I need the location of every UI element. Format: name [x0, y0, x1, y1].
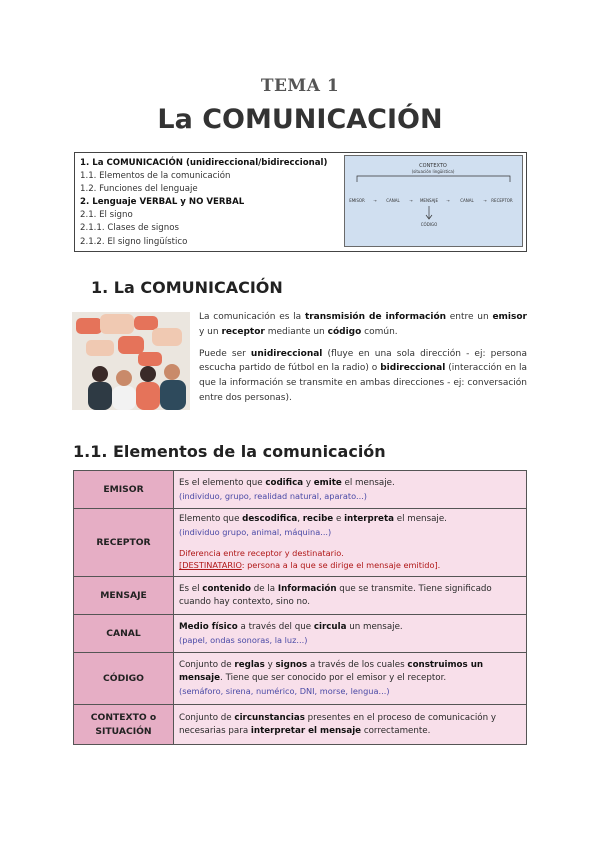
row-description: Elemento que descodifica, recibe e interpreta el mensaje. (individuo grupo, animal, máquina...) Diferencia entre receptor y destinatario. [DESTINATARIO: persona a la que se dirige el mensaje emitido].: [174, 509, 527, 577]
row-description: Es el elemento que codifica y emite el mensaje. (individuo, grupo, realidad natural, aparato...): [174, 471, 527, 509]
section-heading-elements: 1.1. Elementos de la comunicación: [73, 442, 386, 461]
toc-item: 2.1.2. El signo lingüístico: [80, 236, 188, 247]
table-row: [74, 577, 527, 615]
table-row: [74, 509, 527, 577]
elements-table: [73, 470, 527, 745]
row-description: Medio físico a través del que circula un mensaje. (papel, ondas sonoras, la luz...): [174, 615, 527, 653]
row-label: CANAL: [74, 615, 174, 653]
communication-diagram: [344, 155, 523, 247]
diagram-mensaje: MENSAJE: [419, 198, 439, 203]
toc-item: 2. Lenguaje VERBAL y NO VERBAL: [80, 197, 245, 208]
row-label: CONTEXTO o SITUACIÓN: [74, 705, 174, 745]
diagram-codigo: CÓDIGO: [420, 222, 438, 227]
row-description: Conjunto de reglas y signos a través de los cuales construimos un mensaje. Tiene que ser conocido por el emisor y el receptor. (semáforo, sirena, numérico, DNI, morse, lengua...): [174, 653, 527, 705]
diagram-context-sub: (situación lingüística): [411, 169, 455, 174]
people-talking-illustration: [72, 312, 190, 410]
diagram-receptor: RECEPTOR: [491, 198, 513, 203]
row-label: CÓDIGO: [74, 653, 174, 705]
diagram-arrow: →: [483, 198, 487, 203]
diagram-context-label: CONTEXTO: [419, 163, 447, 169]
table-row: [74, 653, 527, 705]
section-heading-communication: 1. La COMUNICACIÓN: [91, 278, 283, 297]
diagram-emisor: EMISOR: [349, 198, 365, 203]
row-label: EMISOR: [74, 471, 174, 509]
table-row: [74, 471, 527, 509]
row-label: MENSAJE: [74, 577, 174, 615]
toc-item: 1.1. Elementos de la comunicación: [80, 171, 231, 182]
row-description: Conjunto de circunstancias presentes en el proceso de comunicación y necesarias para interpretar el mensaje correctamente.: [174, 705, 527, 745]
toc-item: 1. La COMUNICACIÓN (unidireccional/bidireccional): [80, 158, 328, 168]
diagram-arrow: →: [373, 198, 377, 203]
table-row: [74, 615, 527, 653]
diagram-arrow: →: [409, 198, 413, 203]
toc-item: 2.1.1. Clases de signos: [80, 223, 179, 234]
table-row: [74, 705, 527, 745]
toc-box: [74, 152, 527, 252]
toc-item: 2.1. El signo: [80, 210, 133, 221]
toc-list: [80, 157, 342, 249]
toc-item: 1.2. Funciones del lenguaje: [80, 184, 198, 195]
communication-diagram-svg: [345, 156, 522, 246]
tema-label: TEMA 1: [260, 76, 340, 96]
row-description: Es el contenido de la Información que se transmite. Tiene significado cuando hay contexto, sino no.: [174, 577, 527, 615]
row-label: RECEPTOR: [74, 509, 174, 577]
page-title: La COMUNICACIÓN: [157, 104, 443, 135]
diagram-canal: CANAL: [386, 198, 400, 203]
diagram-canal-2: CANAL: [460, 198, 474, 203]
people-talking-image: [72, 312, 190, 410]
diagram-arrow: →: [446, 198, 450, 203]
intro-paragraph-2: Puede ser unidireccional (fluye en una sola dirección - ej: persona escucha partido de fútbol en la radio) o bidireccional (interacción en la que la información se transmite en ambas direcciones - ej: conversación entre dos personas).: [199, 348, 527, 403]
diagram-context-bracket: [357, 176, 510, 182]
intro-text: [199, 310, 527, 413]
intro-paragraph-1: La comunicación es la transmisión de información entre un emisor y un receptor mediante un código común.: [199, 312, 527, 337]
